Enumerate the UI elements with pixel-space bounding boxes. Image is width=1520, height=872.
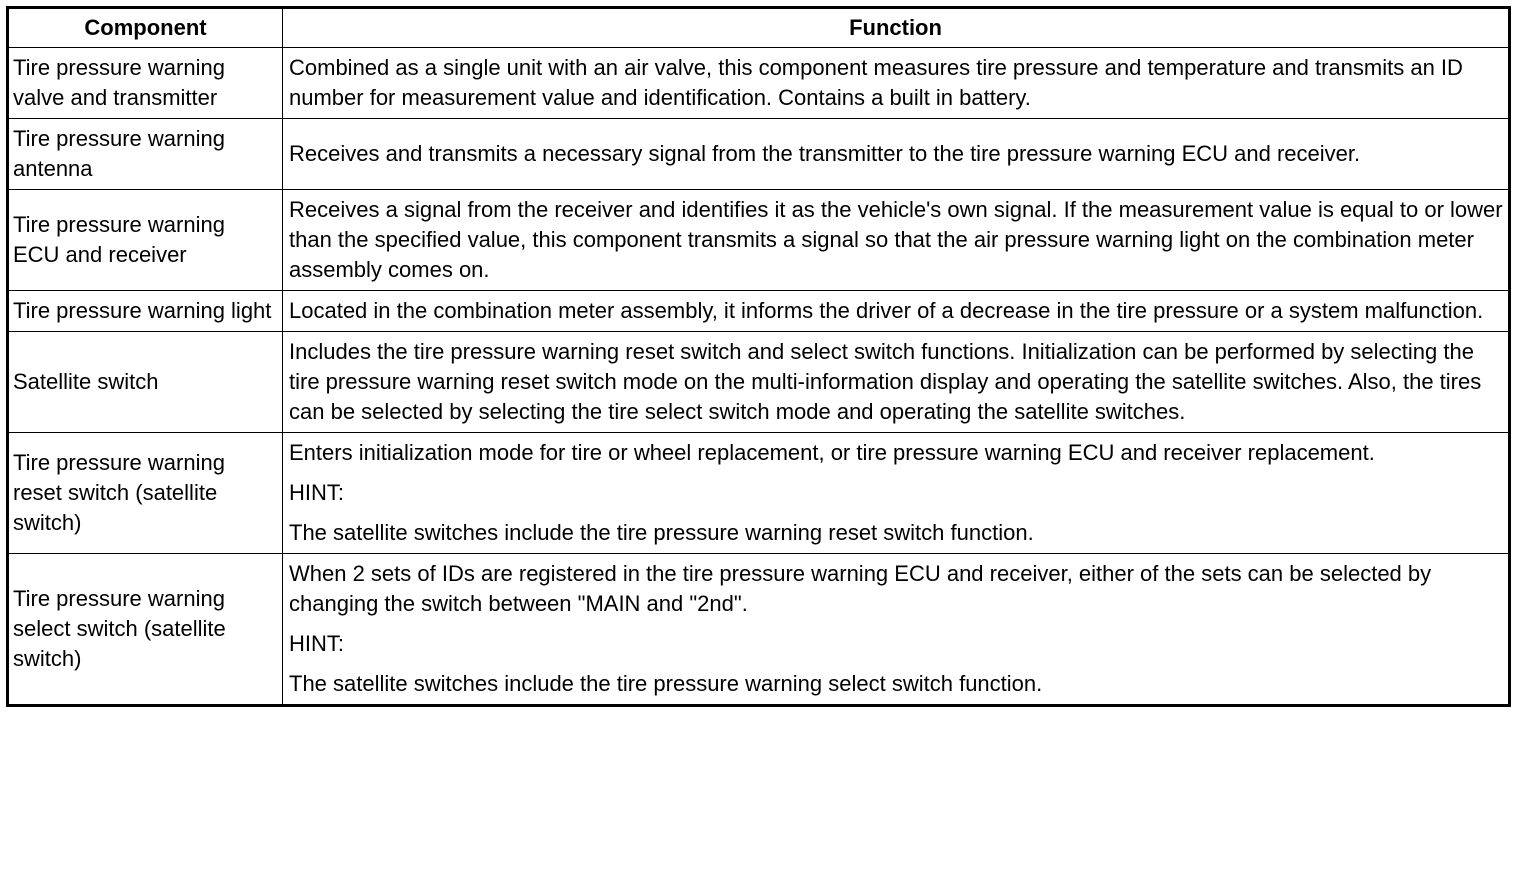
component-cell: Tire pressure warning ECU and receiver — [8, 190, 283, 291]
table-header-row — [8, 8, 1510, 48]
table-row — [8, 291, 1510, 332]
component-cell: Tire pressure warning light — [8, 291, 283, 332]
function-cell — [283, 291, 1510, 332]
column-header-function: Function — [283, 8, 1510, 48]
component-cell: Tire pressure warning select switch (satellite switch) — [8, 554, 283, 706]
function-paragraph: Receives and transmits a necessary signal from the transmitter to the tire pressure warning ECU and receiver. — [289, 141, 1361, 166]
table-row — [8, 119, 1510, 190]
table-row — [8, 554, 1510, 706]
function-paragraph: The satellite switches include the tire pressure warning reset switch function. — [289, 520, 1034, 545]
function-paragraph: The satellite switches include the tire pressure warning select switch function. — [289, 671, 1043, 696]
table-row — [8, 48, 1510, 119]
function-cell — [283, 119, 1510, 190]
function-paragraph: Includes the tire pressure warning reset switch and select switch functions. Initialization can be performed by selecting the tire pressure warning reset switch mode on the multi-information display and operating the satellite switches. Also, the tires can be selected by selecting the tire select switch mode and operating the satellite switches. — [289, 339, 1482, 424]
component-cell: Satellite switch — [8, 332, 283, 433]
function-paragraph: Combined as a single unit with an air valve, this component measures tire pressure and temperature and transmits an ID number for measurement value and identification. Contains a built in battery. — [289, 55, 1463, 110]
table-row — [8, 190, 1510, 291]
function-cell — [283, 554, 1510, 706]
function-paragraph: When 2 sets of IDs are registered in the tire pressure warning ECU and receiver, either of the sets can be selected by changing the switch between "MAIN and "2nd". — [289, 561, 1432, 616]
table-row — [8, 332, 1510, 433]
component-cell: Tire pressure warning antenna — [8, 119, 283, 190]
function-cell — [283, 433, 1510, 554]
component-cell: Tire pressure warning reset switch (satellite switch) — [8, 433, 283, 554]
function-paragraph: Located in the combination meter assembly, it informs the driver of a decrease in the tire pressure or a system malfunction. — [289, 298, 1484, 323]
column-header-component: Component — [8, 8, 283, 48]
function-cell — [283, 332, 1510, 433]
component-cell: Tire pressure warning valve and transmitter — [8, 48, 283, 119]
function-paragraph: Enters initialization mode for tire or wheel replacement, or tire pressure warning ECU and receiver replacement. — [289, 440, 1375, 465]
component-function-table — [6, 6, 1511, 707]
function-paragraph: HINT: — [289, 480, 344, 505]
function-cell — [283, 48, 1510, 119]
function-paragraph: HINT: — [289, 631, 344, 656]
function-cell — [283, 190, 1510, 291]
function-paragraph: Receives a signal from the receiver and identifies it as the vehicle's own signal. If the measurement value is equal to or lower than the specified value, this component transmits a signal so that the air pressure warning light on the combination meter assembly comes on. — [289, 197, 1503, 282]
table-row — [8, 433, 1510, 554]
